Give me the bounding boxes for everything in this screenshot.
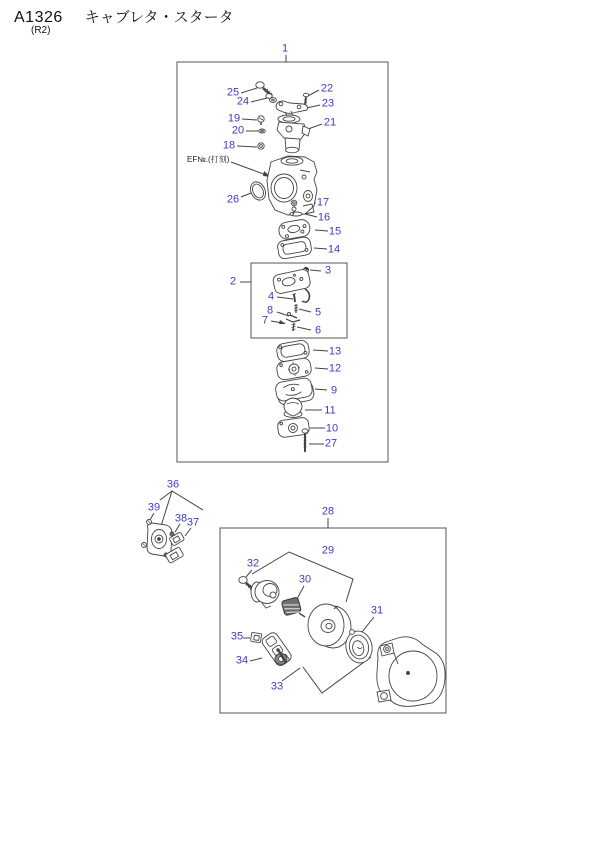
ef-number-note: EF№.(打刻) xyxy=(187,155,230,164)
callout-7: 7 xyxy=(261,314,269,327)
callout-35: 35 xyxy=(230,630,244,643)
part-spring-30 xyxy=(281,597,305,617)
callout-27: 27 xyxy=(324,437,338,450)
callout-17: 17 xyxy=(316,196,330,209)
part-rope-reel-29 xyxy=(308,604,351,648)
figure-code: A1326 xyxy=(14,9,63,26)
callout-23: 23 xyxy=(321,97,335,110)
callout-22: 22 xyxy=(320,82,334,95)
part-bracket-23 xyxy=(276,101,308,117)
part-starter-housing xyxy=(377,637,445,707)
figure-revision: (R2) xyxy=(31,25,51,36)
part-nut-18 xyxy=(258,143,264,149)
callout-9: 9 xyxy=(330,384,338,397)
callout-28: 28 xyxy=(321,505,335,518)
callout-24: 24 xyxy=(236,95,250,108)
part-starter-pulley xyxy=(251,581,279,609)
callout-4: 4 xyxy=(267,290,275,303)
callout-11: 11 xyxy=(324,404,336,417)
callout-32: 32 xyxy=(246,557,260,570)
part-spring-5 xyxy=(294,304,298,313)
part-washer-20 xyxy=(259,129,266,133)
callout-14: 14 xyxy=(327,243,341,256)
callout-33: 33 xyxy=(270,680,284,693)
callout-26: 26 xyxy=(226,193,240,206)
callout-3: 3 xyxy=(324,264,332,277)
part-washers-24 xyxy=(266,94,277,103)
part-pin-4 xyxy=(293,294,297,303)
part-pawl-bracket-36 xyxy=(147,523,172,556)
callout-38: 38 xyxy=(174,512,188,525)
starter-parts xyxy=(239,573,445,707)
callout-15: 15 xyxy=(328,225,342,238)
part-throttle-assy-21 xyxy=(277,115,310,153)
part-spring-6 xyxy=(292,323,296,331)
part-needle-8 xyxy=(288,313,298,319)
callout-19: 19 xyxy=(227,112,241,125)
part-clip-35 xyxy=(250,632,261,642)
callout-29: 29 xyxy=(321,544,335,557)
callout-10: 10 xyxy=(325,422,339,435)
callout-12: 12 xyxy=(328,362,342,375)
callout-20: 20 xyxy=(231,124,245,137)
callout-18: 18 xyxy=(222,139,236,152)
callout-37: 37 xyxy=(186,516,200,529)
part-screw-39 xyxy=(147,520,152,525)
part-oring-26 xyxy=(248,179,269,202)
callout-39: 39 xyxy=(147,501,161,514)
callout-6: 6 xyxy=(314,324,322,337)
callout-36: 36 xyxy=(166,478,180,491)
part-carburetor-body xyxy=(267,156,317,216)
callout-16: 16 xyxy=(317,211,331,224)
part-screw-19 xyxy=(258,116,264,125)
callout-30: 30 xyxy=(298,573,312,586)
figure-name: キャブレタ・スタータ xyxy=(84,9,234,26)
callout-25: 25 xyxy=(226,86,240,99)
callout-31: 31 xyxy=(370,604,384,617)
callout-34: 34 xyxy=(235,654,249,667)
part-nut-17 xyxy=(291,200,297,206)
callout-21: 21 xyxy=(323,116,337,129)
callout-8: 8 xyxy=(266,304,274,317)
part-screw-27 xyxy=(302,429,308,452)
part-gasket-14 xyxy=(277,236,313,259)
part-primer-bulb-11 xyxy=(284,398,302,418)
callout-2: 2 xyxy=(229,275,237,288)
callout-1: 1 xyxy=(281,42,289,55)
part-lever-7 xyxy=(286,319,300,322)
callout-13: 13 xyxy=(328,345,342,358)
callout-5: 5 xyxy=(314,306,322,319)
